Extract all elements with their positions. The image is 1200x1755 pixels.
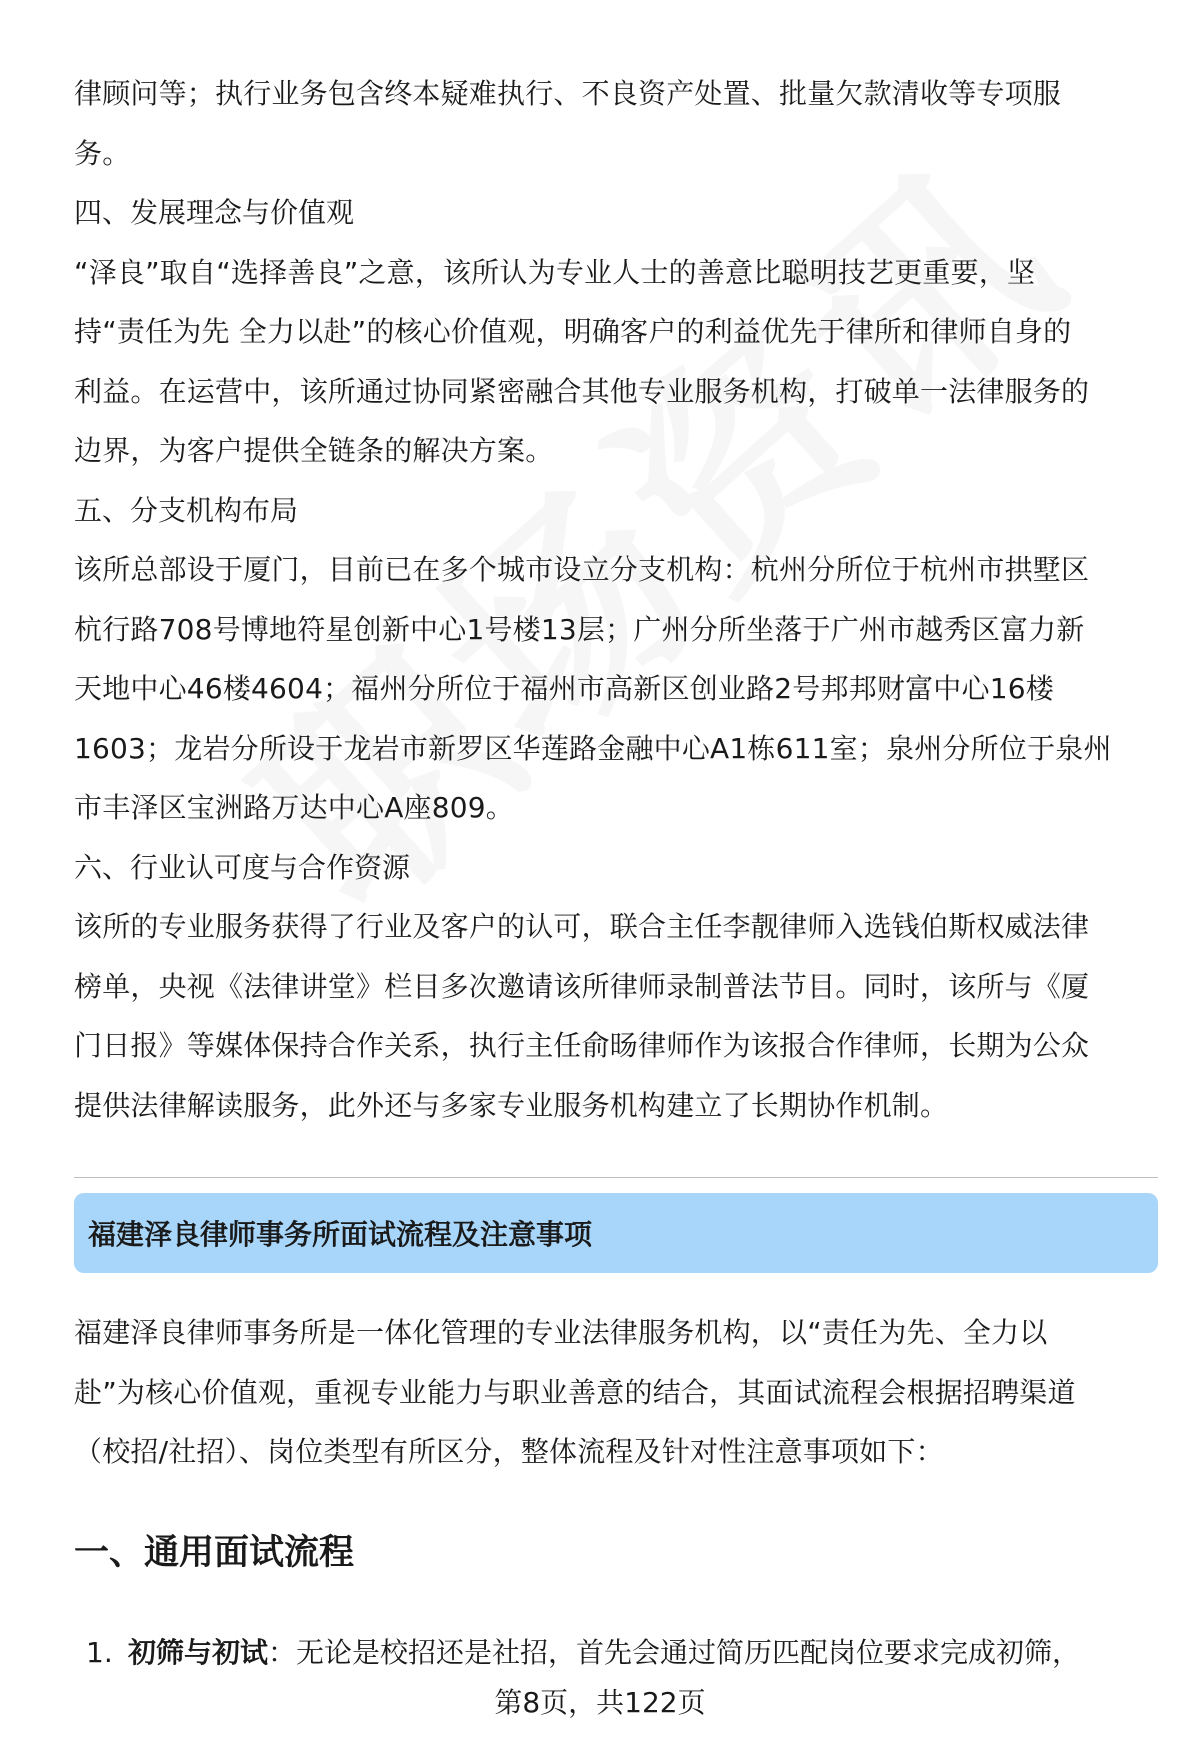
text-line: 福建泽良律师事务所是一体化管理的专业法律服务机构，以“责任为先、全力以	[74, 1316, 1048, 1349]
text-line: 杭行路708号博地符星创新中心1号楼13层；广州分所坐落于广州市越秀区富力新	[74, 612, 1085, 646]
text-line: 律顾问等；执行业务包含终本疑难执行、不良资产处置、批量欠款清收等专项服	[74, 77, 1062, 110]
heading-general-process: 一、通用面试流程	[74, 1533, 355, 1573]
section-heading-5: 五、分支机构布局	[74, 493, 299, 527]
text-line: （校招/社招）、岗位类型有所区分，整体流程及针对性注意事项如下：	[74, 1435, 944, 1468]
text-line: 该所总部设于厦门，目前已在多个城市设立分支机构：杭州分所位于杭州市拱墅区	[74, 553, 1090, 586]
divider	[74, 1177, 1158, 1178]
text-line: “泽良”取自“选择善良”之意，该所认为专业人士的善意比聪明技艺更重要，坚	[74, 255, 1036, 289]
body-text	[74, 64, 1160, 1135]
text-line: 赴”为核心价值观，重视专业能力与职业善意的结合，其面试流程会根据招聘渠道	[74, 1375, 1076, 1409]
section-banner-title: 福建泽良律师事务所面试流程及注意事项	[88, 1218, 593, 1251]
text-line: 务。	[74, 136, 131, 170]
text-line: 持“责任为先 全力以赴”的核心价值观，明确客户的利益优先于律所和律师自身的	[74, 315, 1072, 348]
text-line: 榜单，央视《法律讲堂》栏目多次邀请该所律师录制普法节目。同时，该所与《厦	[74, 969, 1090, 1003]
text-line: 该所的专业服务获得了行业及客户的认可，联合主任李靓律师入选钱伯斯权威法律	[74, 910, 1090, 943]
section-banner	[74, 1193, 1158, 1273]
text-line: 天地中心46楼4604；福州分所位于福州市高新区创业路2号邦邦财富中心16楼	[74, 672, 1054, 705]
list-number: 1.	[86, 1636, 113, 1669]
text-line: 市丰泽区宝洲路万达中心A座809。	[74, 791, 514, 824]
section-heading-6: 六、行业认可度与合作资源	[74, 850, 411, 884]
text-line: 提供法律解读服务，此外还与多家专业服务机构建立了长期协作机制。	[74, 1088, 949, 1122]
text-line: 门日报》等媒体保持合作关系，执行主任俞旸律师作为该报合作律师，长期为公众	[74, 1029, 1090, 1062]
list-item-title: 初筛与初试	[128, 1636, 269, 1669]
intro-paragraph	[74, 1303, 1160, 1482]
list-item	[86, 1628, 1080, 1678]
list-item-text: ：无论是校招还是社招，首先会通过简历匹配岗位要求完成初筛，	[268, 1636, 1081, 1669]
text-line: 1603；龙岩分所设于龙岩市新罗区华莲路金融中心A1栋611室；泉州分所位于泉州	[74, 731, 1112, 765]
page-footer: 第8页，共122页	[494, 1686, 706, 1719]
text-line: 利益。在运营中，该所通过协同紧密融合其他专业服务机构，打破单一法律服务的	[74, 374, 1090, 408]
section-heading-4: 四、发展理念与价值观	[74, 196, 355, 229]
text-line: 边界，为客户提供全链条的解决方案。	[74, 434, 554, 467]
